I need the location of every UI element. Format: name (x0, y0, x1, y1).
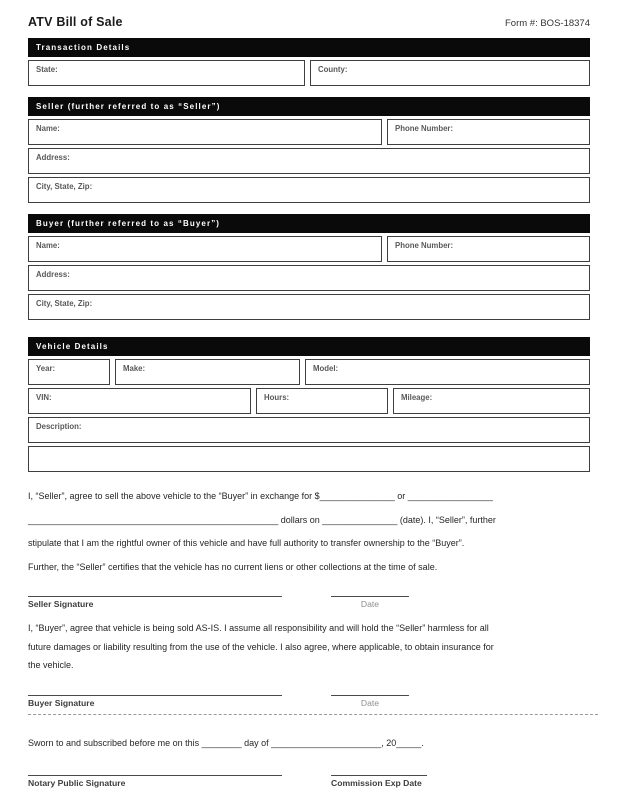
buyer-date-line[interactable] (331, 695, 409, 708)
seller-agreement-text (28, 485, 590, 579)
document-header (28, 15, 590, 29)
state-field[interactable] (28, 60, 305, 86)
make-label: Make: (123, 364, 146, 373)
notary-signature-row (28, 775, 590, 788)
description-field[interactable] (28, 417, 590, 443)
section-seller (28, 97, 590, 203)
seller-phone-label: Phone Number: (395, 124, 454, 133)
notary-signature-line[interactable] (28, 775, 282, 788)
vehicle-description-row (28, 417, 590, 443)
notary-section-divider (28, 714, 598, 715)
section-transaction-details (28, 38, 590, 86)
model-field[interactable] (305, 359, 590, 385)
buyer-agreement-line: I, “Buyer”, agree that vehicle is being sold AS-IS. I assume all responsibility and will hold the “Seller” harmless for all (28, 623, 489, 633)
seller-address-field[interactable] (28, 148, 590, 174)
buyer-address-row (28, 265, 590, 291)
buyer-agreement-line: the vehicle. (28, 660, 74, 670)
section-header-buyer: Buyer (further referred to as “Buyer”) (28, 214, 590, 233)
section-vehicle-details (28, 337, 590, 472)
notary-signature-label: Notary Public Signature (28, 777, 126, 788)
seller-agreement-line: stipulate that I am the rightful owner of this vehicle and have full authority to transfer ownership to the “Buyer”. (28, 538, 465, 548)
section-header-vehicle: Vehicle Details (28, 337, 590, 356)
mileage-label: Mileage: (401, 393, 433, 402)
seller-signature-row (28, 596, 590, 609)
county-label: County: (318, 65, 348, 74)
section-header-seller: Seller (further referred to as “Seller”) (28, 97, 590, 116)
seller-name-field[interactable] (28, 119, 382, 145)
buyer-signature-row (28, 695, 590, 708)
seller-name-label: Name: (36, 124, 60, 133)
buyer-date-label: Date (360, 697, 380, 708)
seller-agreement-line: __________________________________________________ dollars on _______________ (date). I, “Seller”, further (28, 514, 496, 525)
section-header-transaction: Transaction Details (28, 38, 590, 57)
buyer-signature-label: Buyer Signature (28, 697, 95, 708)
seller-agreement-line: Further, the “Seller” certifies that the vehicle has no current liens or other collections at the time of sale. (28, 561, 438, 572)
transaction-row (28, 60, 590, 86)
buyer-address-field[interactable] (28, 265, 590, 291)
seller-phone-field[interactable] (387, 119, 590, 145)
seller-agreement-line: I, “Seller”, agree to sell the above vehicle to the “Buyer” in exchange for $_______________ or _________________ (28, 491, 493, 501)
seller-date-label: Date (360, 599, 380, 609)
description-label: Description: (36, 422, 82, 431)
buyer-agreement-line: future damages or liability resulting from the use of the vehicle. I also agree, where applicable, to obtain insurance for (28, 641, 494, 652)
commission-exp-date-label: Commission Exp Date (331, 777, 422, 788)
seller-city-row (28, 177, 590, 203)
seller-signature-line[interactable] (28, 596, 282, 609)
buyer-name-label: Name: (36, 241, 60, 250)
hours-label: Hours: (264, 393, 290, 402)
buyer-name-row (28, 236, 590, 262)
buyer-phone-label: Phone Number: (395, 241, 454, 250)
buyer-city-state-zip-field[interactable] (28, 294, 590, 320)
seller-signature-label: Seller Signature (28, 599, 94, 609)
year-label: Year: (36, 364, 56, 373)
county-field[interactable] (310, 60, 590, 86)
buyer-address-label: Address: (36, 270, 70, 279)
section-buyer (28, 214, 590, 320)
vehicle-row-2 (28, 388, 590, 414)
buyer-city-row (28, 294, 590, 320)
vehicle-description-extra-row (28, 446, 590, 472)
state-label: State: (36, 65, 58, 74)
description-input-area[interactable] (28, 446, 590, 472)
vehicle-row-1 (28, 359, 590, 385)
commission-exp-date-line[interactable] (331, 775, 427, 788)
mileage-field[interactable] (393, 388, 590, 414)
buyer-agreement-text (28, 619, 590, 675)
seller-name-row (28, 119, 590, 145)
seller-address-row (28, 148, 590, 174)
year-field[interactable] (28, 359, 110, 385)
buyer-name-field[interactable] (28, 236, 382, 262)
buyer-city-state-zip-label: City, State, Zip: (36, 299, 93, 308)
make-field[interactable] (115, 359, 300, 385)
seller-address-label: Address: (36, 153, 70, 162)
seller-city-state-zip-label: City, State, Zip: (36, 182, 93, 191)
vin-field[interactable] (28, 388, 251, 414)
vin-label: VIN: (36, 393, 52, 402)
buyer-signature-line[interactable] (28, 695, 282, 708)
buyer-phone-field[interactable] (387, 236, 590, 262)
form-number: Form #: BOS-18374 (504, 18, 590, 29)
page-title: ATV Bill of Sale (28, 15, 123, 29)
sworn-statement: Sworn to and subscribed before me on this ________ day of ______________________, 20_____. (28, 737, 424, 748)
hours-field[interactable] (256, 388, 388, 414)
model-label: Model: (313, 364, 339, 373)
seller-date-line[interactable] (331, 596, 409, 609)
seller-city-state-zip-field[interactable] (28, 177, 590, 203)
